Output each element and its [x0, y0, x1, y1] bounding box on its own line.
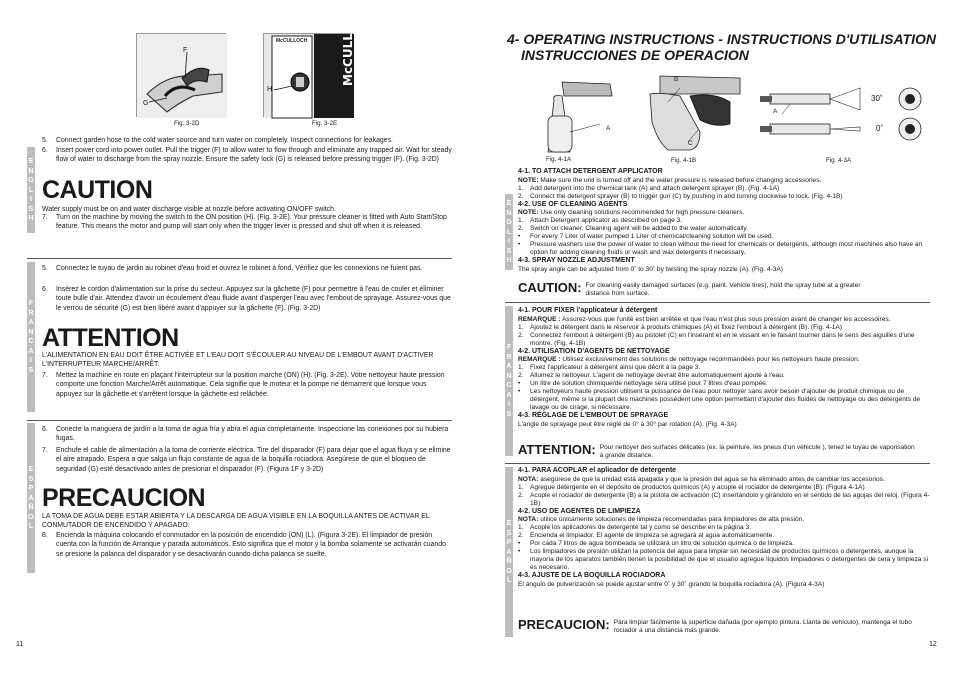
fig-caption-4-1a: Fig. 4-1A [546, 156, 572, 163]
fig-caption-3-2e: Fig. 3-2E [312, 120, 338, 127]
caution-desc-en: For cleaning easily damaged surfaces (e.g. paint. Vehicle tires), hold the spray tube at a greater distance from surface. [585, 282, 861, 297]
es-step-7: 7. Enchufe el cable de alimentación a la toma de corriente eléctrica. Tire del disparador (F) para dejar que el agua fluya y se elimine el aire atrapado. Espera a que salga un flujo constante de agua de la boquilla rociadora. Asegúrese de que el bloqueo de seguridad (G) esté desactivado antes de presionar el disparador (F). (Figura 1F y 3-2D) [42, 447, 451, 473]
page-number-left: 11 [16, 641, 24, 648]
lang-bar-french-left: F R A N C A I S [27, 262, 35, 412]
lang-bar-spanish-left: E S P A Ñ O L [27, 423, 35, 573]
section-title [507, 31, 937, 63]
precaucion-heading-es: PRECAUCION [42, 484, 206, 512]
fr-step-5: 5. Connectez le tuyau de jardin au robinet d'eau froid et ouvrez le robinet à fond. Vérifiez que les connexions ne fuient pas. [42, 265, 423, 272]
attention-heading-fr: ATTENTION [42, 324, 179, 352]
en-caution-box [518, 281, 930, 298]
divider-left-2 [27, 420, 452, 421]
en-step-6: 6. Insert power cord into power outlet. Pull the trigger (F) to allow water to flow through and eliminate any trapped air. Wait for steady flow of water to discharge from the spray nozzle. Ensure the safety lock (G) is released before pressing trigger (F). (Fig. 3-2D) [42, 147, 452, 164]
svg-text:McCULLOCH: McCULLOCH [341, 4, 355, 86]
figure-4-3a [760, 80, 930, 150]
fig-label-g: G [143, 100, 149, 107]
caution-heading-en: CAUTION [42, 176, 153, 204]
fig-label-c: C [688, 140, 693, 147]
angle-0-label: 0˚ [876, 124, 884, 133]
en-caution-text: Water supply must be on and water discharge visible at nozzle before activating ON/OFF switch. [42, 206, 336, 213]
fig-label-h: H [267, 86, 273, 93]
fr-step-7: 7. Mettez la machine en route en plaçant l'interrupteur sur la position marche (ON) (H). (Fig. 3-2E). Votre nettoyeur haute pression comporte une fonction Marche/Arrêt automatique. Cela signifie que le moteur et la pompe ne démarrent que lorsque vous appuyez sur la gâchette et s'arrêtent lorsque la gâchette est relâchée. [42, 372, 445, 398]
spray-nozzle-illustration [760, 80, 930, 150]
fr-step-6: 6. Insérez le cordon d'alimentation sur la prise du secteur. Appuyez sur la gâchette (F) pour permettre à l'eau de couler et éliminer toute bulle d'air. Attendez d'avoir un écoulement d'eau fluide avant d'asperger l'eau avec l'embout de sprayage. Assurez-vous que le verrou de sécurité (G) est bien libéré avant d'appuyer sur la gâchette (F). (Fig. 3-2D) [42, 286, 451, 312]
es-step-6: 6. Conecte la manguera de jardín a la toma de agua fría y abra el agua completamente. Inspeccione las conexiones por su hubiera fugas. [42, 426, 449, 443]
fig-caption-3-2d: Fig. 3-2D [174, 120, 200, 127]
fig-label-b: B [674, 76, 679, 83]
fig-label-a: A [606, 125, 611, 132]
machine-switch-illustration [264, 4, 355, 118]
section-title-line2: INSTRUCCIONES DE OPERACION [521, 47, 749, 64]
lang-bar-spanish-right: E S P A Ñ O L [505, 467, 513, 637]
precaucion-label-es: PRECAUCION: [518, 617, 610, 632]
en-instructions: 4-1. TO ATTACH DETERGENT APPLICATOR NOTE: Make sure the unit is turned off and the water pressure is released before changing accessories. 1. Add detergent into the chemical tank (A) and attach detergent sprayer (B). (Fig. 4-1A) 2. Connect the detergent sprayer (B) to trigger gun (C) by pushing in and turning clockwise to lock. (Fig. 4-1B) 4-2. USE OF CLEANING AGENTS NOTE: Use only cleaning solutions recommended for high pressure cleaners. 1. Attach Detergent applicator as described on page 3. 2. Switch on cleaner. Cleaning agent will be added to the water automatically. • For every 7 Liter of water pumped 1 Liter of chemical/cleaning solution will be used. • Pressure washers use the power of water to clean without the need for chemicals or detergents, although most machines also have an option for adding cleaning fluids or wash and wax detergents if necessary. 4-3. SPRAY NOZZLE ADJUSTMENT The spray angle can be adjusted from 0˚ to 30˚ by twisting the spray nozzle (A). (Fig. 4-3A) [518, 168, 923, 273]
figure-4-1a-4-1b [540, 72, 740, 154]
divider-right-2 [505, 463, 930, 464]
page-number-right: 12 [929, 641, 937, 648]
angle-30-label: 30˚ [871, 94, 883, 103]
detergent-applicator-illustration [540, 72, 740, 154]
fr-attention-box [518, 443, 930, 460]
fr-instructions: 4-1. POUR FIXER l'applicateur à détergent REMARQUE : Assurez-vous que l'unité est bien arrêtée et que l'eau n'est plus sous pression avant de changer les accessoires. 1. Ajoutez le détergent dans le réservoir à produits chimiques (A) et fixez l'embout à détergent (B). (Fig. 4-1A) 2. Connectez l'embout à détergent (B) au pistolet (C) en l'insérant et en le vissant en le faisant tourner dans le sens des aiguilles d'une montre. (Fig. 4-1B) 4-2. UTILISATION D'AGENTS DE NETTOYAGE REMARQUE : Utilisez exclusivement des solutions de nettoyage recommandées pour les nettoyeurs haute pression. 1. Fixez l'applicateur à détergent ainsi que décrit à la page 3. 2. Allumez le nettoyeur. L'agent de nettoyage devrait être automatiquement ajouté à l'eau. • Un litre de solution chimique/de nettoyage sera utilisé pour 7 litres d'eau pompée. • Les nettoyeurs haute pression utilisent la puissance de l'eau pour nettoyer sans avoir besoin d'ajouter de produit chimique ou de détergent, même si la plupart des machines possèdent une option permettant d'ajouter des fluides de nettoyage ou des détergents de lavage ou de cirage, si nécessaire. 4-3. RÉGLAGE DE L'EMBOUT DE SPRAYAGE L'angle de sprayage peut être réglé de 0° à 30° par rotation (A). (Fig. 4-3A) [518, 307, 921, 428]
figure-3-2e [263, 4, 355, 117]
attention-desc-fr: Pour nettoyer des surfaces délicates (ex. la peinture, les pneus d'un véhicule ), tenez le tuyau de vaporisation à grande distance. [599, 444, 915, 459]
machine-logo-label: McCULLOCH [276, 38, 308, 44]
figure-3-2d [136, 33, 226, 117]
es-precaucion-text: LA TOMA DE AGUA DEBE ESTAR ABIERTA Y LA DESCARGA DE AGUA VISIBLE EN LA BOQUILLA ANTES DE ACTIVAR EL CONMUTADOR DE ENCENDIDO Y APAGADO. [42, 513, 430, 530]
fig-label-f: F [183, 47, 188, 54]
es-precaucion-box [518, 618, 930, 635]
fig-caption-4-3a: Fig. 4-3A [826, 157, 852, 164]
attention-label-fr: ATTENTION: [518, 442, 596, 457]
divider-left-1 [27, 258, 452, 259]
trigger-gun-illustration [137, 34, 227, 118]
fr-attention-text: L'ALIMENTATION EN EAU DOIT ÊTRE ACTIVÉE ET L'EAU DOIT S'ÉCOULER AU NIVEAU DE L'EMBOUT AVANT D'ACTIVER L'INTERRUPTEUR MARCHE/ARRÊT. [42, 352, 434, 369]
section-title-line1: 4- OPERATING INSTRUCTIONS - INSTRUCTIONS D'UTILISATION [507, 31, 937, 47]
en-step-5: 5. Connect garden hose to the cold water source and turn water on completely. Inspect connections for leakages. [42, 137, 393, 144]
fig-caption-4-1b: Fig. 4-1B [671, 157, 697, 164]
en-step-7: 7. Turn on the machine by moving the switch to the ON position (H). (Fig. 3-2E). Your pressure cleaner is fitted with Auto Start/Stop feature. This means the motor and pump will start only when the trigger lever is pressed and shut off when it is released. [42, 214, 447, 231]
divider-right-1 [505, 302, 930, 303]
lang-bar-french-right: F R A N C A I S [505, 306, 513, 456]
caution-label-en: CAUTION: [518, 280, 582, 295]
es-step-8: 8. Encienda la máquina colocando el conmutador en la posición de encendido (ON) (L). (Figura 3-2E). El limpiador de presión cuenta con la función de Arranque y parada automáticos. Esto significa que el motor y la bomba solamente se activarán cuando se presione la palanca del disparador y se desactivarán cuando dicha palanca se suelte. [42, 532, 446, 558]
lang-bar-english-right: E N G L I S H [505, 194, 513, 270]
lang-bar-english-left: E N G L I S H [27, 147, 35, 233]
fig-label-a-nozzle: A [773, 108, 778, 115]
es-instructions: 4-1. PARA ACOPLAR el aplicador de detergente NOTA: asegúrese de que la unidad está apagada y que la presión del agua se ha eliminado antes de cambiar los accesorios. 1. Agregue detergente en el depósito de productos químicos (A) y acople el rociador de detergente (B). (Figura 4-1A) 2. Acople el rociador de detergente (B) a la pistola de activación (C) insertándolo y girándolo en el sentido de las agujas del reloj. (Figura 4-1B) 4-2. USO DE AGENTES DE LIMPIEZA NOTA: utilice únicamente soluciones de limpieza recomendadas para limpiadores de alta presión. 1. Acople los aplicadores de detergente tal y como se describe en la página 3. 2. Encienda el limpiador. El agente de limpieza se agregará al agua automáticamente. • Por cada 7 litros de agua bombeada se utilizará un litro de solución química o de limpieza. • Los limpiadores de presión utilizan la potencia del agua para limpiar sin necesidad de productos químicos o detergentes, aunque la mayoría de los aparatos también tienen la posibilidad de que el usuario agregue líquidos limpiadores o detergentes de cera y limpieza si es necesario. 4-3. AJUSTE DE LA BOQUILLA ROCIADORA El ángulo de pulverización se puede ajustar entre 0˚ y 30˚ girando la boquilla rociadora (A). (Figura 4-3A) [518, 467, 930, 588]
precaucion-desc-es: Para limpiar fácilmente la superficie dañada (por ejemplo pintura. Llanta de vehículo), mantenga el tubo rociador a una distancia más grande. [613, 619, 912, 634]
